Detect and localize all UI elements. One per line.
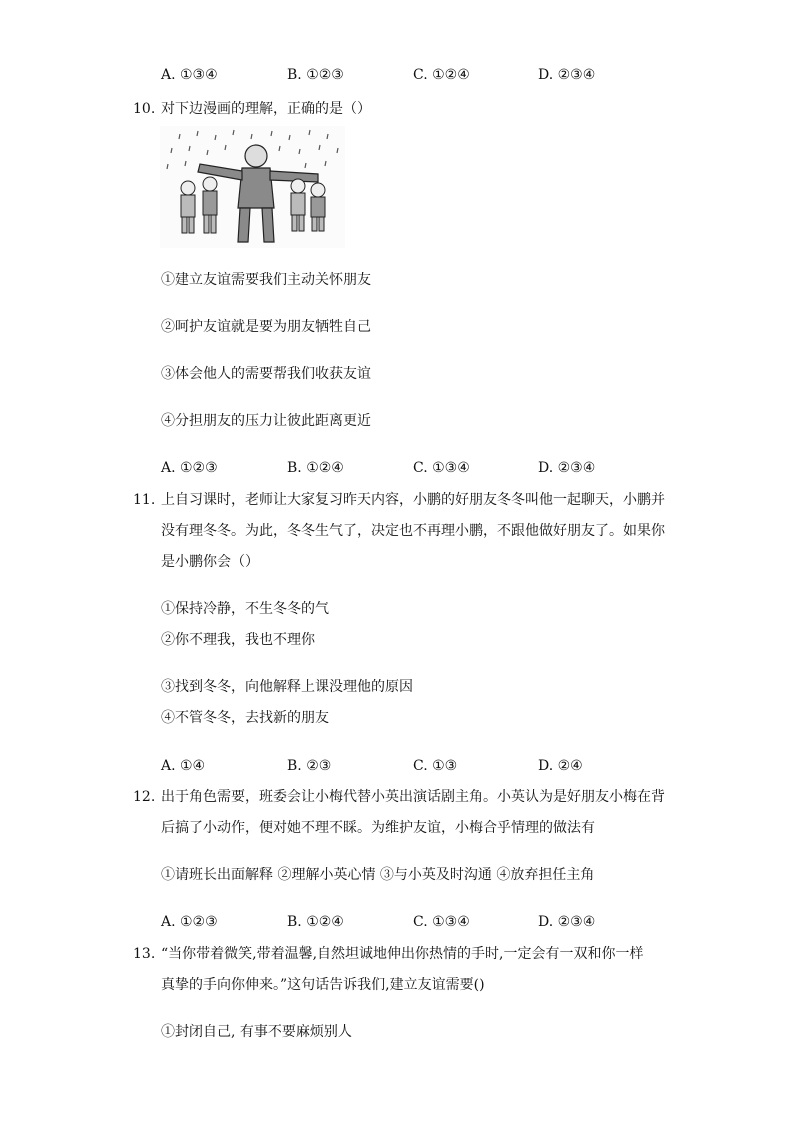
statement-item: ①封闭自己, 有事不要麻烦别人 xyxy=(161,1024,352,1040)
statement-item: ①保持冷静，不生冬冬的气 xyxy=(161,601,329,617)
q10-option-a: A. ①②③ xyxy=(161,460,218,476)
statement-item: ④不管冬冬，去找新的朋友 xyxy=(161,710,329,726)
question-stem-line: 是小鹏你会（） xyxy=(161,554,259,570)
question-stem-line: 出于角色需要，班委会让小梅代替小英出演话剧主角。小英认为是好朋友小梅在背 xyxy=(161,789,665,805)
q11-option-b: B. ②③ xyxy=(287,758,332,774)
statement-item: ②你不理我，我也不理你 xyxy=(161,632,315,648)
q11-option-a: A. ①④ xyxy=(161,758,206,774)
statement-item: ①建立友谊需要我们主动关怀朋友 xyxy=(161,272,371,288)
question-stem-line: 真挚的手向你伸来。”这句话告诉我们,建立友谊需要() xyxy=(161,977,485,993)
question-stem-line: 后搞了小动作，便对她不理不睬。为维护友谊，小梅合乎情理的做法有 xyxy=(161,820,595,836)
q11-option-c: C. ①③ xyxy=(413,758,458,774)
question-stem-line: 没有理冬冬。为此，冬冬生气了，决定也不再理小鹏，不跟他做好朋友了。如果你 xyxy=(161,523,665,539)
statement-item: ③体会他人的需要帮我们收获友谊 xyxy=(161,366,371,382)
q12-option-a: A. ①②③ xyxy=(161,914,218,930)
question-number: 11. xyxy=(133,492,156,508)
q10-option-d: D. ②③④ xyxy=(538,460,596,476)
question-number: 13. xyxy=(133,946,156,962)
q12-option-d: D. ②③④ xyxy=(538,914,596,930)
q9-option-b: B. ①②③ xyxy=(287,67,344,83)
question-stem-line: 上自习课时，老师让大家复习昨天内容，小鹏的好朋友冬冬叫他一起聊天，小鹏并 xyxy=(161,492,665,508)
statement-item: ④分担朋友的压力让彼此距离更近 xyxy=(161,413,371,429)
q9-option-c: C. ①②④ xyxy=(413,67,470,83)
cartoon-illustration xyxy=(160,126,345,248)
q11-option-d: D. ②④ xyxy=(538,758,583,774)
question-stem-line: “当你带着微笑,带着温馨,自然坦诚地伸出你热情的手时,一定会有一双和你一样 xyxy=(161,946,644,962)
q9-option-d: D. ②③④ xyxy=(538,67,596,83)
statement-item: ②呵护友谊就是要为朋友牺牲自己 xyxy=(161,319,371,335)
q10-option-b: B. ①②④ xyxy=(287,460,344,476)
q9-option-a: A. ①③④ xyxy=(161,67,218,83)
statement-item: ③找到冬冬，向他解释上课没理他的原因 xyxy=(161,679,413,695)
statement-items: ①请班长出面解释 ②理解小英心情 ③与小英及时沟通 ④放弃担任主角 xyxy=(161,867,595,883)
question-number: 12. xyxy=(133,789,156,805)
question-number: 10. xyxy=(133,101,156,117)
q10-option-c: C. ①③④ xyxy=(413,460,470,476)
q12-option-b: B. ①②④ xyxy=(287,914,344,930)
q12-option-c: C. ①③④ xyxy=(413,914,470,930)
question-stem: 对下边漫画的理解，正确的是（） xyxy=(161,101,371,117)
